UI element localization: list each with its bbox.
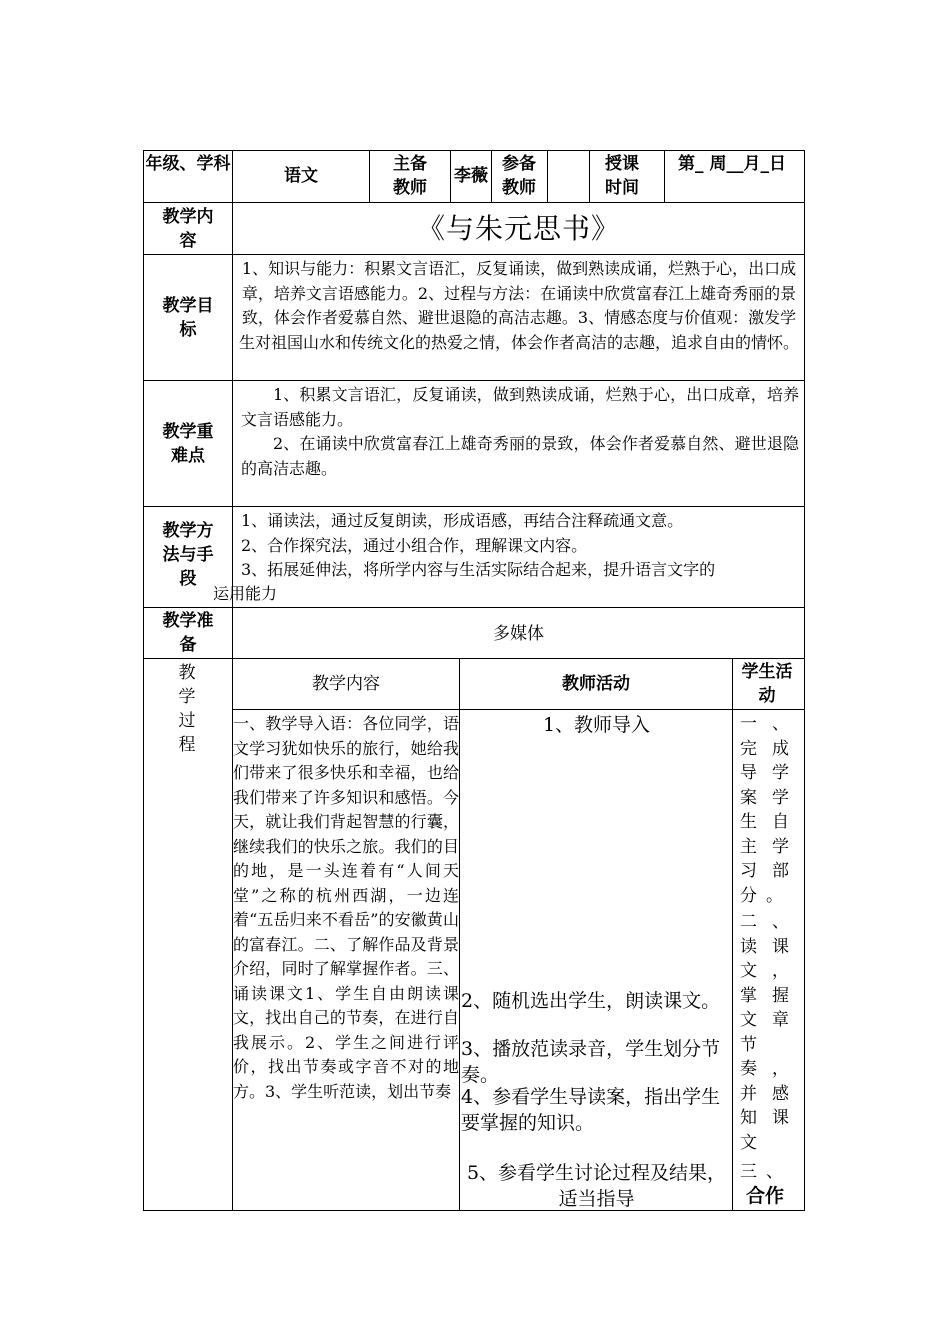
- time-label: 授课时间: [605, 154, 639, 198]
- rule: [143, 506, 805, 507]
- teacher-step-4: 4、参看学生导读案，指出学生要掌握的知识。: [461, 1086, 721, 1134]
- rule: [143, 658, 805, 659]
- keypoints-label: 教学重难点: [162, 422, 214, 466]
- rule: [232, 709, 805, 710]
- student-step-1: 一、完成导学案学生自主学习部分。: [740, 714, 798, 906]
- rule: [732, 658, 733, 1211]
- keypoint-2: 2、在诵读中欣赏富春江上雄奇秀丽的景致，体会作者爱慕自然、避世退隐的高洁志趣。: [241, 434, 799, 478]
- assist-teacher-label: 参备教师: [502, 154, 536, 198]
- process-content-text: 一、教学导入语：各位同学，语文学习犹如快乐的旅行，她给我们带来了很多快乐和幸福，也给我们带来了许多知识和感悟。今天，就让我们背起智慧的行囊，继续我们的快乐之旅。我们的目的地，是一头连着有“人间天堂”之称的杭州西湖，一边连着“五岳归来不看岳”的安徽黄山的富春江。二、了解作品及背景介绍，同时了解掌握作者。三、诵读课文1、学生自由朗读课文，找出自己的节奏，在进行自我展示。2、学生之间进行评价，找出节奏或字音不对的地方。3、学生听范读，划出节奏: [233, 714, 459, 1101]
- rule: [143, 150, 144, 1211]
- rule: [804, 150, 805, 1211]
- lesson-title: 《与朱元思书》: [416, 212, 620, 245]
- rule: [143, 202, 805, 203]
- keypoint-1: 1、积累文言语汇，反复诵读，做到熟读成诵，烂熟于心，出口成章，培养文言语感能力。: [241, 385, 799, 429]
- main-teacher-label: 主备教师: [393, 154, 427, 198]
- student-step-3-cont: 合作: [746, 1185, 785, 1207]
- student-step-3: 三、: [740, 1162, 792, 1182]
- methods-label: 教学方法与手段: [162, 521, 214, 589]
- lesson-plan-table: [143, 150, 805, 1211]
- prep-label: 教学准备: [162, 611, 214, 655]
- method-3-cont: 运用能力: [213, 584, 278, 603]
- rule: [547, 150, 548, 202]
- method-1: 1、诵读法，通过反复朗读，形成语感，再结合注释疏通文意。: [241, 511, 684, 530]
- col-header-student: 学生活动: [741, 662, 793, 706]
- subject-value: 语文: [284, 166, 318, 186]
- method-3: 3、拓展延伸法，将所学内容与生活实际结合起来，提升语言文字的: [241, 560, 716, 579]
- student-step-2: 二、读课文，掌握文章节奏，并感知课文: [740, 912, 798, 1153]
- rule: [143, 254, 805, 255]
- rule: [143, 150, 805, 151]
- rule: [143, 607, 805, 608]
- rule: [664, 150, 665, 202]
- time-value: 第_ 周__月_日: [678, 154, 786, 174]
- prep-value: 多媒体: [493, 624, 544, 644]
- rule: [589, 150, 590, 202]
- rule: [459, 658, 460, 1211]
- rule: [143, 380, 805, 381]
- rule: [369, 150, 370, 202]
- goals-label: 教学目标: [162, 296, 214, 340]
- grade-subject-label: 年级、学科: [145, 154, 231, 174]
- col-header-content: 教学内容: [312, 674, 380, 694]
- method-2: 2、合作探究法，通过小组合作，理解课文内容。: [241, 536, 588, 555]
- goals-text: 1、知识与能力：积累文言语汇，反复诵读，做到熟读成诵，烂熟于心，出口成章，培养文言语感能力。2、过程与方法：在诵读中欣赏富春江上雄奇秀丽的景致，体会作者爱慕自然、避世退隐的高洁志趣。3、情感态度与价值观：激发学生对祖国山水和传统文化的热爱之情，体会作者高洁的志趣，追求自由的情怀。: [239, 259, 800, 352]
- content-label: 教学内容: [162, 207, 214, 251]
- teacher-step-1: 1、教师导入: [542, 714, 651, 736]
- col-header-teacher: 教师活动: [562, 674, 630, 694]
- main-teacher-value: 李薇: [454, 166, 488, 186]
- teacher-step-2: 2、随机选出学生，朗读课文。: [461, 990, 721, 1012]
- teacher-step-3: 3、播放范读录音，学生划分节奏。: [461, 1038, 721, 1086]
- rule: [491, 150, 492, 202]
- process-label: 教学过程: [178, 663, 196, 755]
- teacher-step-5: 5、参看学生讨论过程及结果，适当指导: [466, 1162, 727, 1210]
